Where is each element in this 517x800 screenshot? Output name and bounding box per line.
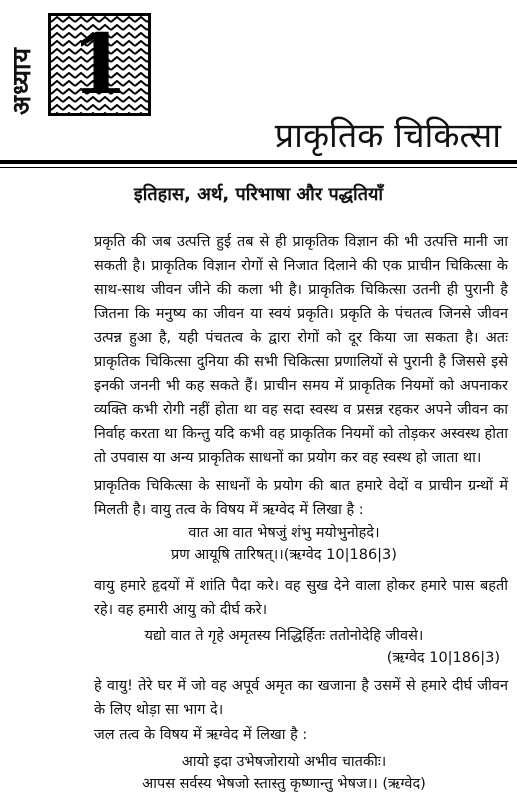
paragraph-3-text: वायु हमारे हृदयों में शांति पैदा करे। वह सुख देने वाला होकर हमारे पास बहती रहे। वह हमारी आयु को दीर्घ करे। [94, 578, 508, 618]
chapter-label [6, 28, 36, 133]
paragraph-1 [60, 230, 508, 470]
verse-1-line-1: वात आ वात भेषजुं शंभु मयोभुनोहदे। [188, 525, 380, 541]
verse-2-reference: (ऋग्वेद 10|186|3) [386, 650, 500, 666]
paragraph-4-text: हे वायु! तेरे घर में जो वह अपूर्व अमृत का खजाना है उसमें से हमारे दीर्घ जीवन के लिए थोड़ा सा भाग दे। [94, 678, 508, 718]
title-rule-thin [0, 167, 517, 168]
paragraph-5 [60, 723, 508, 747]
chapter-label-text: अध्याय [7, 46, 37, 115]
verse-3-line-2: आपस सर्वस्य भेषजो स्तास्तु कृष्णान्तु भेषज।। (ऋग्वेद) [142, 776, 426, 792]
title-rule-thick [0, 160, 517, 164]
paragraph-2 [60, 474, 508, 522]
paragraph-1-text: प्रकृति की जब उत्पत्ति हुई तब से ही प्राकृतिक विज्ञान की भी उत्पत्ति मानी जा सकती है। प्राकृतिक विज्ञान रोगों से निजात दिलाने की एक प्राचीन चिकित्सा के साथ-साथ जीवन जीने की कला भी है। प्राकृतिक चिकित्सा उतनी ही पुरानी है जितना कि मनुष्य का जीवन या स्वयं प्रकृति। प्रकृति के पंचतत्व जिनसे जीवन उत्पन्न हुआ है, यही पंचतत्व के द्वारा रोगों को दूर किया जा सकता है। अतः प्राकृतिक चिकित्सा दुनिया की सभी चिकित्सा प्रणालियों से पुरानी है जिससे इसे इनकी जननी भी कह सकते हैं। प्राचीन समय में प्राकृतिक नियमों को अपनाकर व्यक्ति कभी रोगी नहीं होता था वह सदा स्वस्थ व प्रसन्न रहकर अपने जीवन का निर्वाह करता था किन्तु यदि कभी वह प्राकृतिक नियमों को तोड़कर अस्वस्थ होता तो उपवास या अन्य प्राकृतिक साधनों का प्रयोग कर वह स्वस्थ हो जाता था। [94, 234, 508, 466]
verse-2-line-1: यद्यो वात ते गृहे अमृतस्य निद्धिर्हितः ततोनोदेहि जीवसे। [144, 628, 424, 644]
verse-1-line-2: प्रण आयूषि तारिषत्।।(ऋग्वेद 10|186|3) [171, 547, 397, 563]
paragraph-5-text: जल तत्व के विषय में ऋग्वेद में लिखा है : [94, 727, 308, 743]
paragraph-2-text: प्राकृतिक चिकित्सा के साधनों के प्रयोग की बात हमारे वेदों व प्राचीन ग्रन्थों में मिलती है। वायु तत्व के विषय में ऋग्वेद में लिखा है : [94, 478, 508, 518]
verse-3-line-1: आयो इदा उभेषजोरायो अभीव चातकीः। [181, 754, 387, 770]
chapter-title: प्राकृतिक चिकित्सा [274, 116, 501, 156]
paragraph-4 [60, 674, 508, 722]
paragraph-3 [60, 574, 508, 622]
chapter-number-box [48, 13, 151, 116]
section-heading: इतिहास, अर्थ, परिभाषा और पद्धतियाँ [133, 184, 384, 205]
chapter-number: 1 [70, 17, 129, 113]
